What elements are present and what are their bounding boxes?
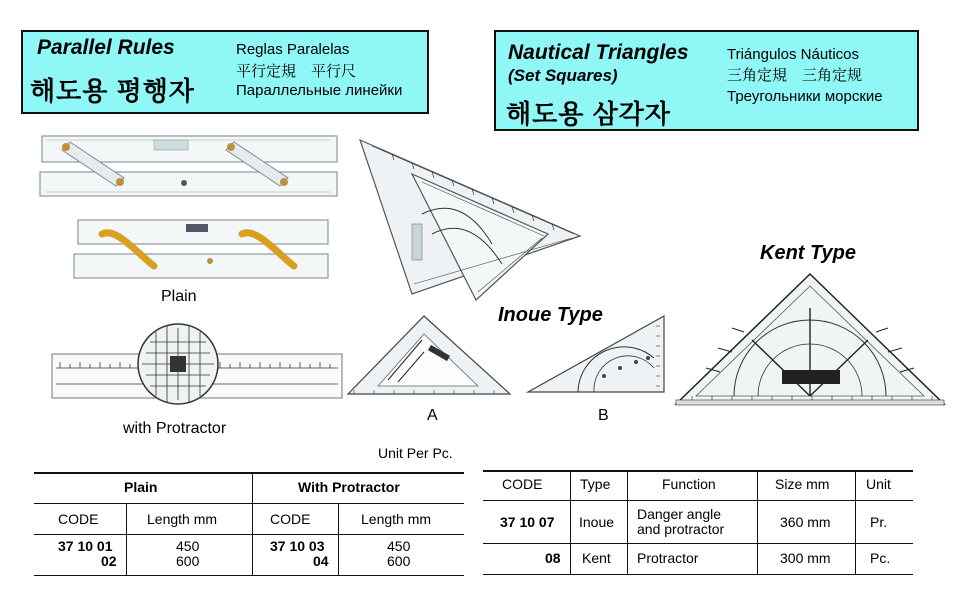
plain-caption: Plain — [161, 288, 197, 305]
triangles-row1-unit: Pr. — [870, 514, 888, 530]
triangles-row2-type: Kent — [582, 550, 611, 566]
parallel-rules-korean: 해도용 평행자 — [30, 76, 195, 106]
protractor-length-header: Length mm — [361, 511, 432, 527]
parallel-rules-plain-image — [36, 132, 346, 292]
triangles-row2-unit: Pc. — [870, 550, 891, 566]
triangles-row2-function: Protractor — [637, 550, 699, 566]
triangles-row1-function-line2: and protractor — [637, 521, 725, 537]
triangle-a-caption: A — [427, 407, 438, 424]
parallel-rules-chinese: 平行定規 平行尺 — [236, 63, 357, 80]
nautical-triangles-spanish: Triángulos Náuticos — [727, 46, 860, 63]
triangles-code-header: CODE — [502, 476, 543, 492]
plain-group-header: Plain — [124, 479, 158, 495]
plain-code-1: 37 10 01 — [58, 538, 113, 554]
triangle-a-image — [344, 312, 514, 400]
triangles-row2-code: 08 — [545, 550, 561, 566]
protractor-length-2: 600 — [387, 553, 411, 569]
parallel-rules-russian: Параллельные линейки — [236, 82, 403, 99]
with-protractor-caption: with Protractor — [123, 420, 227, 437]
plain-code-2: 02 — [101, 553, 117, 569]
plain-length-1: 450 — [176, 538, 200, 554]
nautical-triangles-title: Nautical Triangles — [508, 41, 689, 64]
parallel-rules-spanish: Reglas Paralelas — [236, 41, 350, 58]
nautical-triangles-russian: Треугольники морские — [727, 88, 883, 105]
triangles-row1-type: Inoue — [579, 514, 615, 530]
protractor-length-1: 450 — [387, 538, 411, 554]
kent-type-title: Kent Type — [760, 242, 856, 264]
nautical-triangles-large-image — [352, 134, 584, 304]
plain-code-header: CODE — [58, 511, 99, 527]
nautical-triangles-subtitle: (Set Squares) — [508, 66, 618, 85]
nautical-triangles-chinese: 三角定規 三角定规 — [727, 67, 863, 84]
kent-triangle-image — [672, 268, 948, 410]
parallel-rule-protractor-image — [50, 322, 346, 406]
triangles-row1-code: 37 10 07 — [500, 514, 555, 530]
triangle-b-image — [524, 312, 668, 398]
protractor-code-2: 04 — [313, 553, 329, 569]
with-protractor-group-header: With Protractor — [298, 479, 400, 495]
triangles-type-header: Type — [580, 476, 611, 492]
triangles-row1-function-line1: Danger angle — [637, 506, 722, 522]
protractor-code-header: CODE — [270, 511, 311, 527]
triangle-b-caption: B — [598, 407, 609, 424]
plain-length-2: 600 — [176, 553, 200, 569]
triangles-function-header: Function — [662, 476, 716, 492]
unit-per-pc-label: Unit Per Pc. — [378, 445, 453, 461]
nautical-triangles-korean: 해도용 삼각자 — [506, 99, 671, 129]
inoue-type-title: Inoue Type — [498, 304, 603, 326]
triangles-row1-size: 360 mm — [780, 514, 831, 530]
plain-length-header: Length mm — [147, 511, 218, 527]
protractor-code-1: 37 10 03 — [270, 538, 325, 554]
triangles-unit-header: Unit — [866, 476, 891, 492]
parallel-rules-title: Parallel Rules — [37, 36, 175, 59]
triangles-size-header: Size mm — [775, 476, 830, 492]
triangles-row2-size: 300 mm — [780, 550, 831, 566]
